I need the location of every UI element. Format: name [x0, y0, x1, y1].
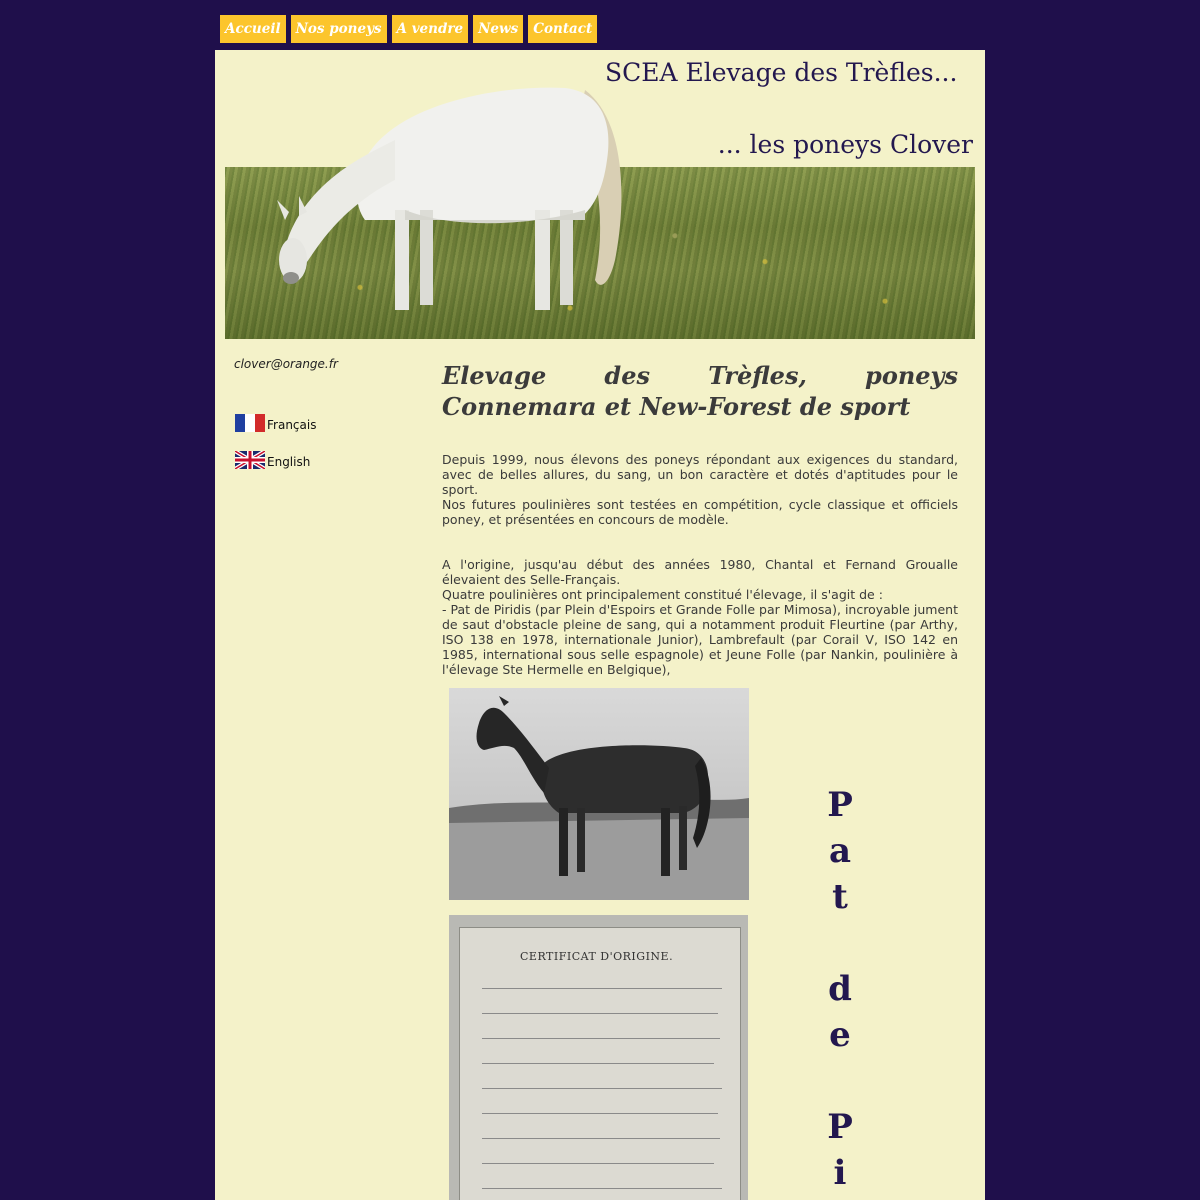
certificate-title: CERTIFICAT D'ORIGINE. [520, 950, 674, 963]
nav-accueil[interactable]: Accueil [220, 15, 286, 43]
certificate-document [459, 927, 741, 1200]
page-heading: Elevage des Trèfles, poneys Connemara et New-Forest de sport [442, 361, 958, 421]
caption-letter: P [827, 785, 853, 825]
language-label: Français [267, 418, 317, 432]
caption-letter: d [828, 969, 852, 1009]
main-nav [220, 15, 597, 43]
header-banner [225, 50, 975, 339]
uk-flag-icon [235, 451, 265, 469]
caption-letter: i [833, 1153, 847, 1193]
certificate-photo [449, 915, 748, 1200]
white-horse-image [255, 60, 635, 340]
history-paragraph [442, 557, 958, 677]
site-subtitle: ... les poneys Clover [717, 130, 973, 159]
caption-letter: a [828, 831, 852, 871]
nav-nos-poneys[interactable]: Nos poneys [291, 15, 387, 43]
caption-letter [820, 920, 860, 966]
language-french-link[interactable] [235, 414, 316, 432]
caption-letter: P [827, 1107, 853, 1147]
language-english-link[interactable] [235, 451, 310, 469]
caption-letter: t [832, 877, 848, 917]
site-title: SCEA Elevage des Trèfles... [605, 58, 958, 87]
contact-email[interactable]: clover@orange.fr [234, 357, 338, 371]
caption-letter: e [829, 1015, 851, 1055]
nav-news[interactable]: News [473, 15, 523, 43]
history-line: - Pat de Piridis (par Plein d'Espoirs et Grande Folle par Mimosa), incroyable jument de saut d'obstacle pleine de sang, qui a notamment produit Fleurtine (par Arthy, ISO 138 en 1978, internationale Junior), Lambrefault (par Corail V, ISO 142 en 1985, international sous selle espagnole) et Jeune Folle (par Nankin, poulinière à l'élevage Ste Hermelle en Belgique), [442, 602, 958, 677]
main-content [442, 360, 958, 677]
horse-photo [449, 688, 749, 900]
history-line: A l'origine, jusqu'au début des années 1980, Chantal et Fernand Groualle élevaient des Selle-Français. [442, 557, 958, 587]
intro-line: Depuis 1999, nous élevons des poneys répondant aux exigences du standard, avec de belles allures, du sang, un bon caractère et dotés d'aptitudes pour le sport. [442, 452, 958, 497]
page-container [215, 50, 985, 1200]
caption-letter [820, 1058, 860, 1104]
nav-contact[interactable]: Contact [528, 15, 597, 43]
nav-a-vendre[interactable]: A vendre [392, 15, 469, 43]
history-line: Quatre poulinières ont principalement constitué l'élevage, il s'agit de : [442, 587, 883, 602]
dark-horse-image [449, 688, 749, 900]
language-label: English [267, 455, 311, 469]
intro-line: Nos futures poulinières sont testées en compétition, cycle classique et officiels poney, et présentées en concours de modèle. [442, 497, 958, 527]
intro-paragraph [442, 452, 958, 527]
vertical-caption [820, 782, 860, 1196]
france-flag-icon [235, 414, 265, 432]
